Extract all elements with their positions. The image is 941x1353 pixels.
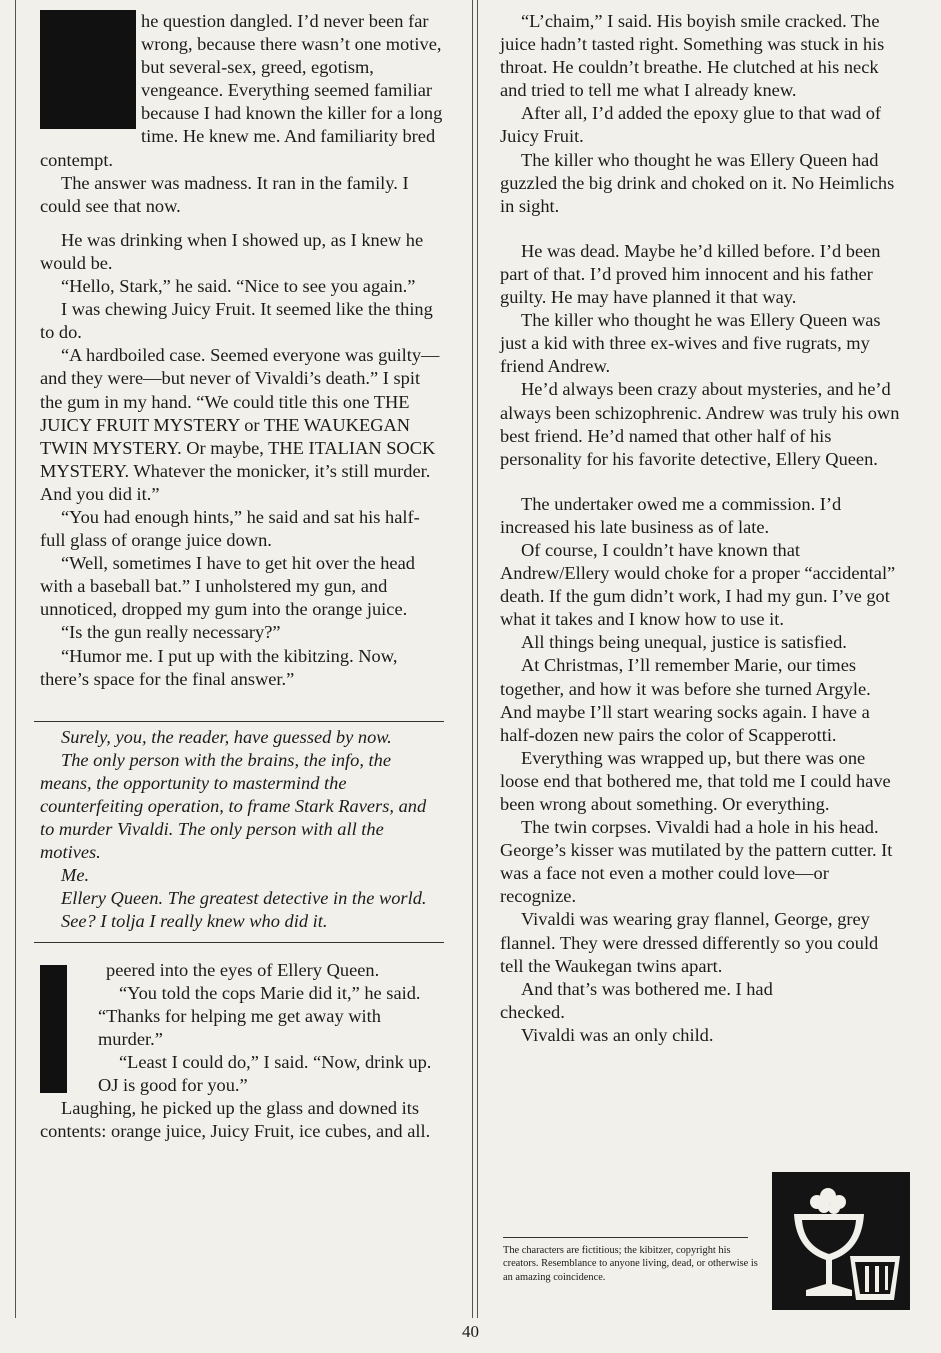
paragraph: He was drinking when I showed up, as I knew he would be.: [40, 229, 424, 273]
paragraph: The answer was madness. It ran in the family. I could see that now.: [40, 172, 409, 216]
paragraph: All things being unequal, justice is satisfied.: [521, 632, 847, 653]
paragraph: Vivaldi was wearing gray flannel, George, grey flannel. They were dressed differently so you could tell the Waukegan twins apart.: [500, 909, 879, 976]
column-divider-right: [477, 0, 478, 1318]
solution-line: The only person with the brains, the info, the means, the opportunity to mastermind the counterfeiting operation, to frame Stark Ravers, and to murder Vivaldi. The only person with all the motives.: [40, 749, 427, 863]
paragraph: Everything was wrapped up, but there was one loose end that bothered me, that told me I could have been wrong about something. Or everything.: [500, 747, 891, 814]
paragraph: The killer who thought he was Ellery Queen had guzzled the big drink and choked on it. No Heimlichs in sight.: [500, 149, 895, 216]
column-divider-left: [472, 0, 473, 1318]
paragraph: “You told the cops Marie did it,” he said. “Thanks for helping me get away with murder.”: [98, 982, 421, 1049]
paragraph: “You had enough hints,” he said and sat his half-full glass of orange juice down.: [40, 506, 420, 551]
paragraph: He was dead. Maybe he’d killed before. I’d been part of that. I’d proved him innocent and his father guilty. He may have planned it that way.: [500, 240, 881, 308]
paragraph: “Well, sometimes I have to get hit over the head with a baseball bat.” I unholstered my gun, and unnoticed, dropped my gum into the orange juice.: [40, 553, 415, 620]
paragraph: peered into the eyes of Ellery Queen.: [106, 959, 380, 980]
paragraph: Of course, I couldn’t have known that Andrew/Ellery would choke for a proper “accidental” death. If the gum didn’t work, I had my gun. I’ve got what it takes and I know how to use it.: [500, 539, 896, 630]
left-margin-rule: [15, 0, 16, 1318]
last-paragraph: Vivaldi was an only child.: [521, 1024, 714, 1045]
paragraph: And that’s was bothered me. I had checked.: [500, 978, 773, 1022]
ending-indented: [98, 959, 444, 1098]
wineglass-and-tumbler-icon: [772, 1172, 910, 1310]
solution-line: Ellery Queen. The greatest detective in the world.: [61, 888, 427, 909]
solution-line: Surely, you, the reader, have guessed by now.: [61, 726, 392, 747]
paragraph: “A hardboiled case. Seemed everyone was guilty—and they were—but never of Vivaldi’s death.” I spit the gum in my hand. “We could title this one THE JUICY FRUIT MYSTERY or THE WAUKEGAN TWIN MYSTERY. Or maybe, THE ITALIAN SOCK MYSTERY. Whatever the monicker, it’s still murder. And you did it.”: [40, 345, 440, 504]
section-rule-bottom: [34, 942, 444, 943]
footnote: The characters are fictitious; the kibitzer, copyright his creators. Resemblance to anyone living, dead, or otherwise is an amazing coincidence.: [503, 1245, 758, 1283]
drop-cap-t: [40, 10, 136, 129]
paragraph: After all, I’d added the epoxy glue to that wad of Juicy Fruit.: [500, 103, 882, 147]
paragraph: He’d always been crazy about mysteries, and he’d always been schizophrenic. Andrew was truly his own best friend. He’d named that other half of his personality for his favorite detective, Ellery Queen.: [500, 379, 900, 469]
page-number: 40: [462, 1322, 479, 1341]
paragraph: At Christmas, I’ll remember Marie, our times together, and how it was before she turned Argyle. And maybe I’ll start wearing socks again. I have a half-dozen new pairs the color of Scapperotti.: [500, 655, 871, 745]
paragraph: “Is the gun really necessary?”: [61, 622, 281, 643]
right-column: [500, 10, 904, 1047]
paragraph: “Hello, Stark,” he said. “Nice to see you again.”: [61, 276, 416, 297]
opening-paragraph: he question dangled. I’d never been far wrong, because there wasn’t one motive, but several-sex, greed, egotism, vengeance. Everything seemed familiar because I had known the killer for a long time. He knew me. And familiarity bred contempt.: [40, 11, 443, 170]
ending-section: [40, 959, 444, 1144]
paragraph: The undertaker owed me a commission. I’d increased his late business as of late.: [500, 493, 842, 537]
paragraph: “Least I could do,” I said. “Now, drink up. OJ is good for you.”: [98, 1051, 432, 1096]
footnote-rule: [503, 1237, 748, 1238]
paragraph: The twin corpses. Vivaldi had a hole in his head. George’s kisser was mutilated by the pattern cutter. It was a face not even a mother could love—or recognize.: [500, 817, 893, 907]
paragraph: “L’chaim,” I said. His boyish smile cracked. The juice hadn’t tasted right. Something was stuck in his throat. He couldn’t breathe. He clutched at his neck and tried to tell me what I already knew.: [500, 11, 885, 101]
solution-line: See? I tolja I really knew who did it.: [61, 911, 328, 932]
paragraph: Laughing, he picked up the glass and downed its contents: orange juice, Juicy Fruit, ice cubes, and all.: [40, 1098, 431, 1142]
paragraph: I was chewing Juicy Fruit. It seemed like the thing to do.: [40, 299, 433, 343]
solution-line: Me.: [61, 865, 90, 886]
paragraph: The killer who thought he was Ellery Queen was just a kid with three ex-wives and five rugrats, my friend Andrew.: [500, 310, 881, 377]
solution-box: [40, 722, 444, 934]
paragraph: “Humor me. I put up with the kibitzing. Now, there’s space for the final answer.”: [40, 645, 398, 689]
left-column: [40, 10, 444, 1143]
drop-cap-i: [40, 965, 67, 1093]
